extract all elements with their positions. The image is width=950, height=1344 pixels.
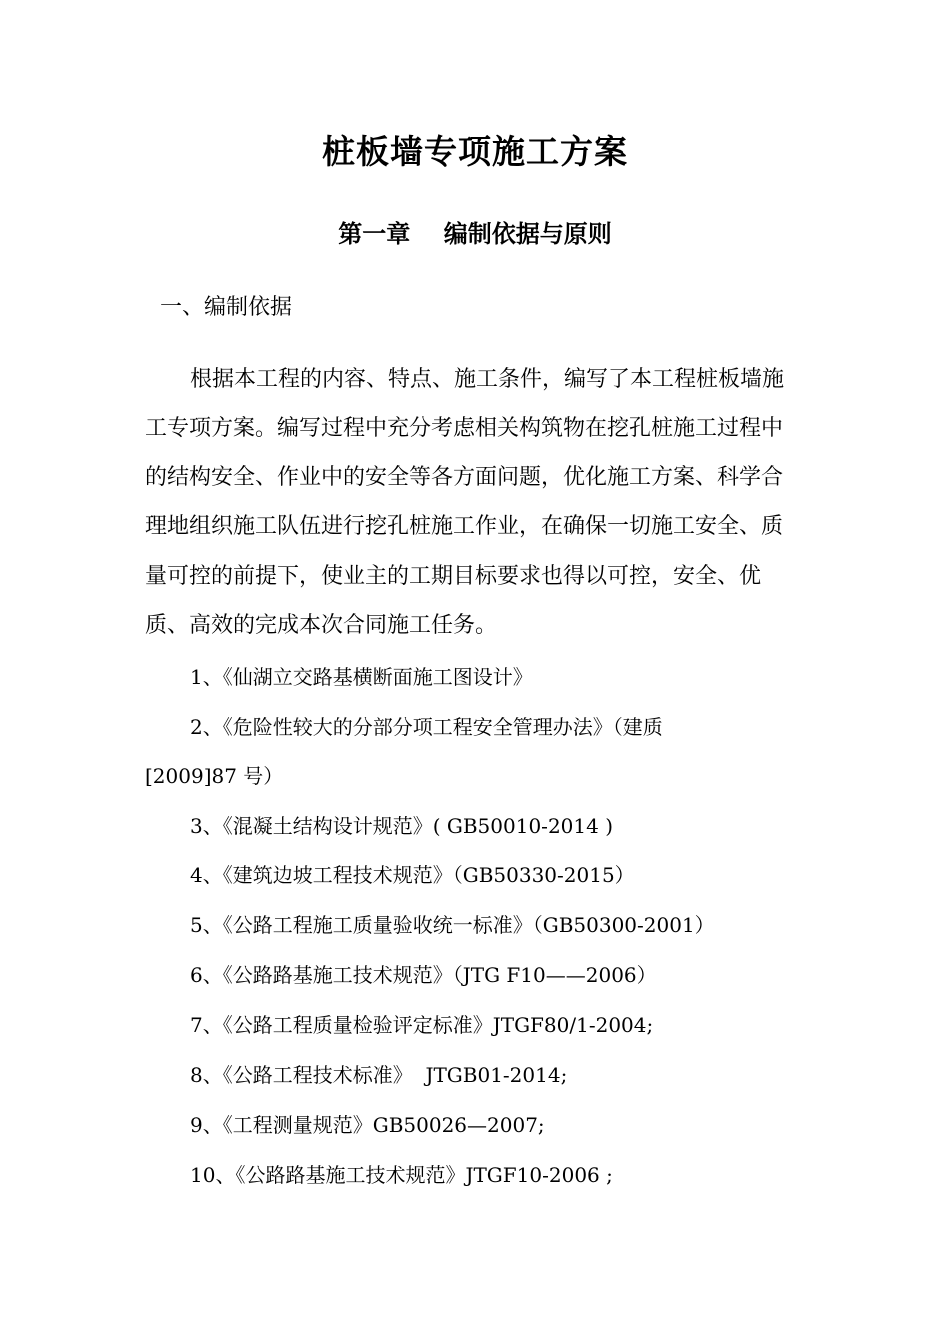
reference-item: 10、《公路路基施工技术规范》JTGF10-2006 ; (190, 1163, 613, 1187)
reference-item: 7、《公路工程质量检验评定标准》JTGF80/1-2004; (190, 1013, 654, 1037)
paragraph-line: 质、高效的完成本次合同施工任务。 (145, 613, 498, 638)
paragraph-line: 量可控的前提下，使业主的工期目标要求也得以可控，安全、优 (145, 564, 762, 589)
reference-item: 8、《公路工程技术标准》 JTGB01-2014; (190, 1063, 568, 1087)
reference-item: 2、《危险性较大的分部分项工程安全管理办法》（建质 (190, 715, 663, 739)
chapter-title: 第一章 编制依据与原则 (338, 220, 612, 248)
reference-item: [2009]87 号） (145, 764, 284, 788)
document-title: 桩板墙专项施工方案 (322, 132, 628, 171)
reference-item: 5、《公路工程施工质量验收统一标准》（GB50300-2001） (190, 913, 715, 937)
paragraph-line: 理地组织施工队伍进行挖孔桩施工作业，在确保一切施工安全、质 (145, 514, 784, 539)
reference-item: 9、《工程测量规范》GB50026—2007; (190, 1113, 545, 1137)
reference-item: 3、《混凝土结构设计规范》( GB50010-2014 ) (190, 814, 613, 838)
reference-item: 6、《公路路基施工技术规范》（JTG F10——2006） (190, 963, 657, 987)
paragraph-line: 的结构安全、作业中的安全等各方面问题，优化施工方案、科学合 (145, 465, 784, 490)
reference-item: 4、《建筑边坡工程技术规范》（GB50330-2015） (190, 863, 635, 887)
section-heading: 一、编制依据 (160, 295, 293, 320)
paragraph-line: 根据本工程的内容、特点、施工条件，编写了本工程桩板墙施 (190, 367, 785, 392)
reference-item: 1、《仙湖立交路基横断面施工图设计》 (190, 665, 533, 689)
paragraph-line: 工专项方案。编写过程中充分考虑相关构筑物在挖孔桩施工过程中 (145, 416, 784, 441)
